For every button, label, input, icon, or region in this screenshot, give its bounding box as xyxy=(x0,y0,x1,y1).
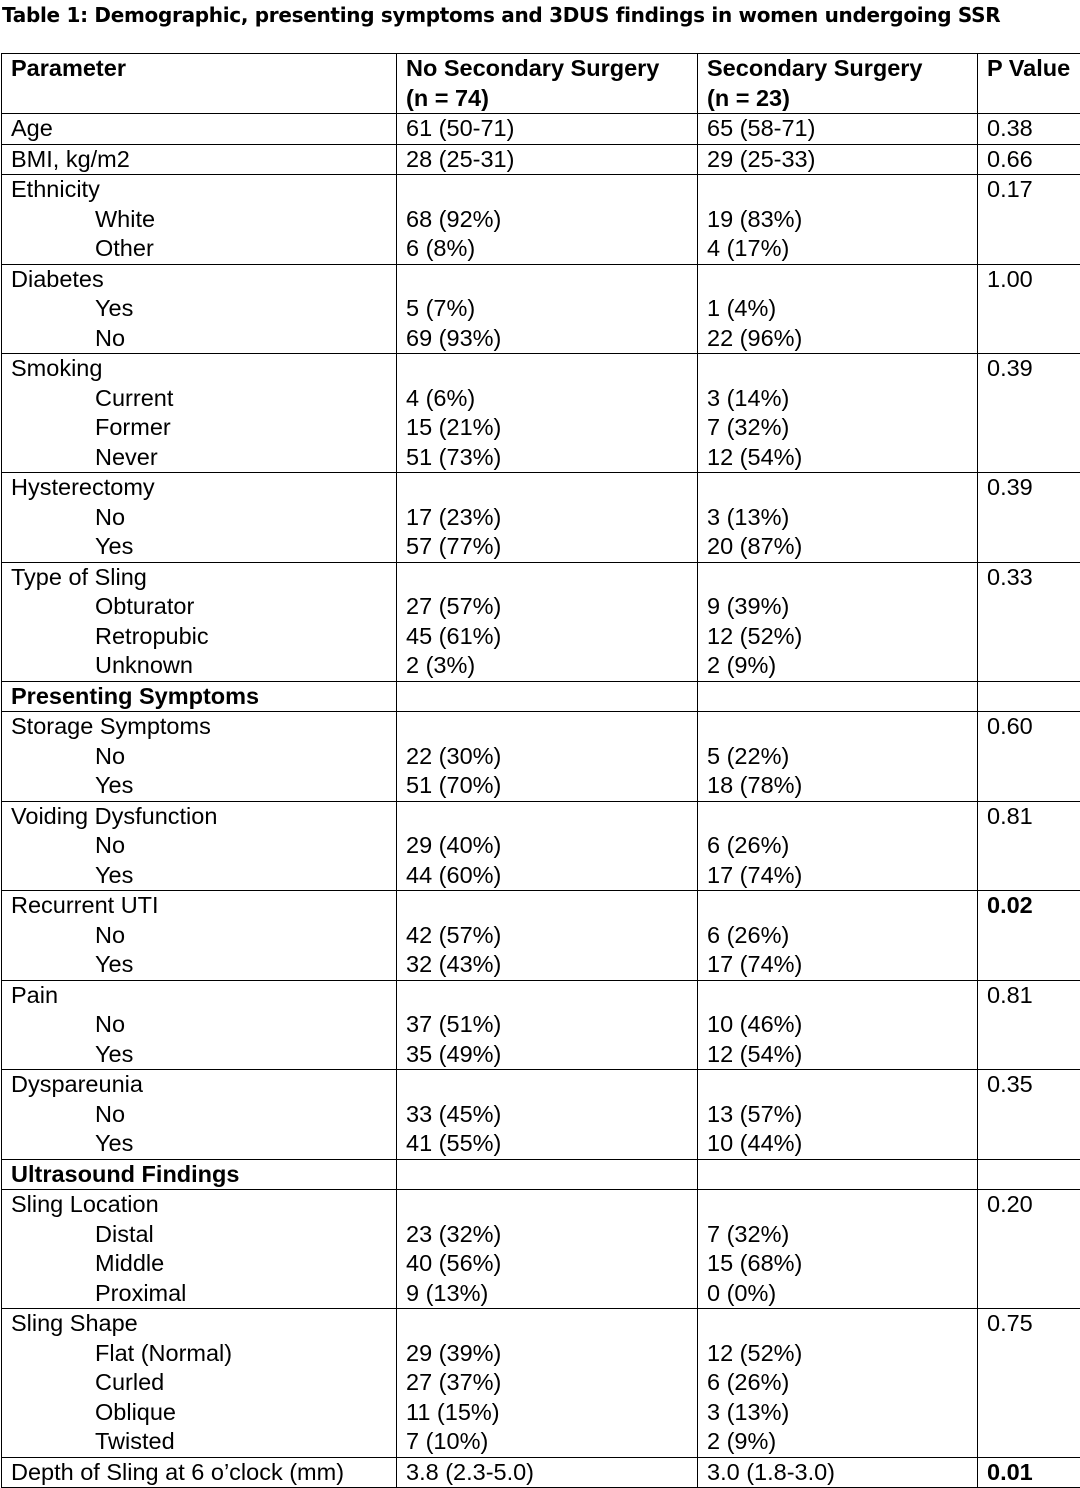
cell-value xyxy=(707,354,977,384)
row-label: Age xyxy=(11,114,396,144)
cell-value: 41 (55%) xyxy=(406,1129,697,1159)
sub-label: Flat (Normal) xyxy=(11,1339,396,1369)
row-label: Dyspareunia xyxy=(11,1070,396,1100)
table-caption: Table 1: Demographic, presenting symptoms and 3DUS findings in women undergoing SSR xyxy=(2,3,1000,27)
cell-value: 7 (10%) xyxy=(406,1427,697,1457)
cell-value: 40 (56%) xyxy=(406,1249,697,1279)
row-label: Sling Shape xyxy=(11,1309,396,1339)
header-secondary-surgery: Secondary Surgery (n = 23) xyxy=(698,54,978,114)
cell-value: 68 (92%) xyxy=(406,205,697,235)
table-row xyxy=(2,175,1080,265)
no-surgery-cell xyxy=(397,712,698,802)
cell-value: 6 (26%) xyxy=(707,921,977,951)
sub-label: No xyxy=(11,921,396,951)
data-table xyxy=(1,53,1080,1488)
table-row xyxy=(2,980,1080,1070)
surgery-cell xyxy=(698,175,978,265)
parameter-cell xyxy=(2,175,397,265)
sub-label: Yes xyxy=(11,1040,396,1070)
p-value-cell xyxy=(978,144,1080,175)
p-value: 0.35 xyxy=(987,1070,1080,1100)
surgery-cell xyxy=(698,891,978,981)
p-value-cell xyxy=(978,1309,1080,1458)
cell-value: 0 (0%) xyxy=(707,1279,977,1309)
surgery-cell xyxy=(698,1070,978,1160)
cell-value: 6 (26%) xyxy=(707,1368,977,1398)
surgery-cell xyxy=(698,1309,978,1458)
p-value: 0.17 xyxy=(987,175,1080,205)
parameter-cell xyxy=(2,1309,397,1458)
p-value: 0.81 xyxy=(987,802,1080,832)
table-row xyxy=(2,712,1080,802)
sub-label: No xyxy=(11,503,396,533)
parameter-cell xyxy=(2,114,397,145)
sub-label: Yes xyxy=(11,294,396,324)
p-value-cell xyxy=(978,114,1080,145)
surgery-cell xyxy=(698,801,978,891)
cell-value xyxy=(406,473,697,503)
cell-value: 3.8 (2.3-5.0) xyxy=(406,1458,697,1488)
cell-value: 27 (57%) xyxy=(406,592,697,622)
cell-value: 6 (26%) xyxy=(707,831,977,861)
row-label: Storage Symptoms xyxy=(11,712,396,742)
parameter-cell xyxy=(2,473,397,563)
p-value: 0.20 xyxy=(987,1190,1080,1220)
parameter-cell xyxy=(2,712,397,802)
p-value: 0.39 xyxy=(987,354,1080,384)
surgery-cell xyxy=(698,980,978,1070)
header-no-secondary-surgery: No Secondary Surgery (n = 74) xyxy=(397,54,698,114)
cell-value: 44 (60%) xyxy=(406,861,697,891)
cell-value xyxy=(406,1309,697,1339)
row-label: Ethnicity xyxy=(11,175,396,205)
cell-value xyxy=(707,1309,977,1339)
row-label: Hysterectomy xyxy=(11,473,396,503)
cell-value: 37 (51%) xyxy=(406,1010,697,1040)
section-header-row xyxy=(2,681,1080,712)
no-surgery-cell xyxy=(397,801,698,891)
p-value-cell xyxy=(978,980,1080,1070)
cell-value: 20 (87%) xyxy=(707,532,977,562)
sub-label: Oblique xyxy=(11,1398,396,1428)
sub-label: Proximal xyxy=(11,1279,396,1309)
sub-label: No xyxy=(11,324,396,354)
no-surgery-cell xyxy=(397,473,698,563)
cell-value: 12 (52%) xyxy=(707,1339,977,1369)
cell-value: 3 (13%) xyxy=(707,503,977,533)
sub-label: Yes xyxy=(11,532,396,562)
empty-cell xyxy=(698,681,978,712)
row-label: Recurrent UTI xyxy=(11,891,396,921)
empty-cell xyxy=(978,681,1080,712)
table-row xyxy=(2,354,1080,473)
row-label: Pain xyxy=(11,981,396,1011)
p-value: 0.01 xyxy=(987,1458,1080,1488)
table-row xyxy=(2,114,1080,145)
surgery-cell xyxy=(698,354,978,473)
row-label: Voiding Dysfunction xyxy=(11,802,396,832)
sub-label: Middle xyxy=(11,1249,396,1279)
no-surgery-cell xyxy=(397,980,698,1070)
no-surgery-cell xyxy=(397,891,698,981)
no-surgery-cell xyxy=(397,1309,698,1458)
parameter-cell xyxy=(2,1457,397,1488)
surgery-cell xyxy=(698,1190,978,1309)
cell-value: 27 (37%) xyxy=(406,1368,697,1398)
p-value-cell xyxy=(978,562,1080,681)
table-row xyxy=(2,801,1080,891)
cell-value: 13 (57%) xyxy=(707,1100,977,1130)
cell-value xyxy=(707,1190,977,1220)
p-value: 0.38 xyxy=(987,114,1080,144)
surgery-cell xyxy=(698,712,978,802)
p-value: 0.66 xyxy=(987,145,1080,175)
empty-cell xyxy=(978,1159,1080,1190)
sub-label: White xyxy=(11,205,396,235)
cell-value xyxy=(406,891,697,921)
cell-value: 12 (54%) xyxy=(707,443,977,473)
sub-label: Yes xyxy=(11,771,396,801)
sub-label: No xyxy=(11,742,396,772)
cell-value: 12 (54%) xyxy=(707,1040,977,1070)
p-value: 0.39 xyxy=(987,473,1080,503)
cell-value xyxy=(406,354,697,384)
table-row xyxy=(2,144,1080,175)
cell-value xyxy=(707,981,977,1011)
cell-value: 2 (9%) xyxy=(707,651,977,681)
parameter-cell xyxy=(2,801,397,891)
parameter-cell xyxy=(2,264,397,354)
cell-value: 11 (15%) xyxy=(406,1398,697,1428)
cell-value xyxy=(707,1070,977,1100)
cell-value: 12 (52%) xyxy=(707,622,977,652)
cell-value: 3.0 (1.8-3.0) xyxy=(707,1458,977,1488)
p-value-cell xyxy=(978,1457,1080,1488)
cell-value: 4 (6%) xyxy=(406,384,697,414)
cell-value: 42 (57%) xyxy=(406,921,697,951)
cell-value xyxy=(707,891,977,921)
no-surgery-cell xyxy=(397,114,698,145)
sub-label: Retropubic xyxy=(11,622,396,652)
cell-value xyxy=(406,563,697,593)
section-title: Presenting Symptoms xyxy=(2,681,397,712)
cell-value: 28 (25-31) xyxy=(406,145,697,175)
sub-label: Never xyxy=(11,443,396,473)
cell-value xyxy=(406,175,697,205)
sub-label: Distal xyxy=(11,1220,396,1250)
cell-value: 1 (4%) xyxy=(707,294,977,324)
p-value-cell xyxy=(978,1190,1080,1309)
cell-value: 10 (46%) xyxy=(707,1010,977,1040)
p-value: 1.00 xyxy=(987,265,1080,295)
cell-value: 15 (21%) xyxy=(406,413,697,443)
cell-value: 4 (17%) xyxy=(707,234,977,264)
table-row xyxy=(2,891,1080,981)
parameter-cell xyxy=(2,1070,397,1160)
cell-value: 51 (70%) xyxy=(406,771,697,801)
row-label: Smoking xyxy=(11,354,396,384)
sub-label: Twisted xyxy=(11,1427,396,1457)
row-label: Type of Sling xyxy=(11,563,396,593)
p-value: 0.33 xyxy=(987,563,1080,593)
cell-value: 5 (7%) xyxy=(406,294,697,324)
cell-value xyxy=(707,175,977,205)
header-p-value: P Value xyxy=(978,54,1080,114)
cell-value xyxy=(406,802,697,832)
cell-value: 15 (68%) xyxy=(707,1249,977,1279)
no-surgery-cell xyxy=(397,1070,698,1160)
surgery-cell xyxy=(698,144,978,175)
cell-value xyxy=(707,712,977,742)
cell-value: 7 (32%) xyxy=(707,413,977,443)
p-value: 0.02 xyxy=(987,891,1080,921)
sub-label: Former xyxy=(11,413,396,443)
row-label: Depth of Sling at 6 o’clock (mm) xyxy=(11,1458,396,1488)
table-row xyxy=(2,1309,1080,1458)
empty-cell xyxy=(698,1159,978,1190)
surgery-cell xyxy=(698,562,978,681)
cell-value: 29 (40%) xyxy=(406,831,697,861)
parameter-cell xyxy=(2,980,397,1070)
cell-value xyxy=(406,712,697,742)
empty-cell xyxy=(397,1159,698,1190)
cell-value: 33 (45%) xyxy=(406,1100,697,1130)
sub-label: Yes xyxy=(11,861,396,891)
p-value: 0.81 xyxy=(987,981,1080,1011)
cell-value: 5 (22%) xyxy=(707,742,977,772)
section-header-row xyxy=(2,1159,1080,1190)
p-value-cell xyxy=(978,712,1080,802)
cell-value: 17 (74%) xyxy=(707,861,977,891)
cell-value: 29 (25-33) xyxy=(707,145,977,175)
sub-label: Other xyxy=(11,234,396,264)
empty-cell xyxy=(397,681,698,712)
cell-value: 2 (9%) xyxy=(707,1427,977,1457)
table-row xyxy=(2,473,1080,563)
header-row xyxy=(2,54,1080,114)
surgery-cell xyxy=(698,114,978,145)
parameter-cell xyxy=(2,562,397,681)
cell-value: 9 (13%) xyxy=(406,1279,697,1309)
cell-value xyxy=(406,1070,697,1100)
surgery-cell xyxy=(698,473,978,563)
sub-label: Curled xyxy=(11,1368,396,1398)
cell-value: 23 (32%) xyxy=(406,1220,697,1250)
cell-value: 17 (74%) xyxy=(707,950,977,980)
sub-label: Unknown xyxy=(11,651,396,681)
surgery-cell xyxy=(698,1457,978,1488)
no-surgery-cell xyxy=(397,354,698,473)
p-value-cell xyxy=(978,801,1080,891)
no-surgery-cell xyxy=(397,264,698,354)
cell-value: 35 (49%) xyxy=(406,1040,697,1070)
sub-label: Yes xyxy=(11,1129,396,1159)
no-surgery-cell xyxy=(397,562,698,681)
parameter-cell xyxy=(2,354,397,473)
cell-value: 45 (61%) xyxy=(406,622,697,652)
cell-value: 19 (83%) xyxy=(707,205,977,235)
table-row xyxy=(2,1457,1080,1488)
row-label: Sling Location xyxy=(11,1190,396,1220)
sub-label: No xyxy=(11,831,396,861)
row-label: BMI, kg/m2 xyxy=(11,145,396,175)
cell-value: 17 (23%) xyxy=(406,503,697,533)
parameter-cell xyxy=(2,144,397,175)
no-surgery-cell xyxy=(397,175,698,265)
cell-value xyxy=(707,802,977,832)
p-value-cell xyxy=(978,354,1080,473)
row-label: Diabetes xyxy=(11,265,396,295)
sub-label: Yes xyxy=(11,950,396,980)
cell-value: 10 (44%) xyxy=(707,1129,977,1159)
cell-value: 7 (32%) xyxy=(707,1220,977,1250)
cell-value xyxy=(707,265,977,295)
cell-value: 22 (30%) xyxy=(406,742,697,772)
cell-value: 3 (13%) xyxy=(707,1398,977,1428)
cell-value: 61 (50-71) xyxy=(406,114,697,144)
sub-label: Obturator xyxy=(11,592,396,622)
cell-value: 18 (78%) xyxy=(707,771,977,801)
cell-value: 9 (39%) xyxy=(707,592,977,622)
sub-label: Current xyxy=(11,384,396,414)
no-surgery-cell xyxy=(397,144,698,175)
cell-value: 32 (43%) xyxy=(406,950,697,980)
cell-value xyxy=(406,265,697,295)
sub-label: No xyxy=(11,1010,396,1040)
p-value-cell xyxy=(978,264,1080,354)
table-row xyxy=(2,264,1080,354)
cell-value: 51 (73%) xyxy=(406,443,697,473)
p-value-cell xyxy=(978,473,1080,563)
table-row xyxy=(2,562,1080,681)
cell-value: 69 (93%) xyxy=(406,324,697,354)
cell-value xyxy=(707,473,977,503)
cell-value: 22 (96%) xyxy=(707,324,977,354)
cell-value: 2 (3%) xyxy=(406,651,697,681)
table-row xyxy=(2,1070,1080,1160)
cell-value xyxy=(707,563,977,593)
cell-value: 65 (58-71) xyxy=(707,114,977,144)
cell-value: 57 (77%) xyxy=(406,532,697,562)
no-surgery-cell xyxy=(397,1457,698,1488)
cell-value xyxy=(406,981,697,1011)
section-title: Ultrasound Findings xyxy=(2,1159,397,1190)
p-value-cell xyxy=(978,175,1080,265)
cell-value xyxy=(406,1190,697,1220)
sub-label: No xyxy=(11,1100,396,1130)
p-value: 0.60 xyxy=(987,712,1080,742)
cell-value: 6 (8%) xyxy=(406,234,697,264)
cell-value: 3 (14%) xyxy=(707,384,977,414)
header-parameter: Parameter xyxy=(2,54,397,114)
parameter-cell xyxy=(2,891,397,981)
surgery-cell xyxy=(698,264,978,354)
p-value: 0.75 xyxy=(987,1309,1080,1339)
cell-value: 29 (39%) xyxy=(406,1339,697,1369)
p-value-cell xyxy=(978,891,1080,981)
table-row xyxy=(2,1190,1080,1309)
parameter-cell xyxy=(2,1190,397,1309)
p-value-cell xyxy=(978,1070,1080,1160)
no-surgery-cell xyxy=(397,1190,698,1309)
